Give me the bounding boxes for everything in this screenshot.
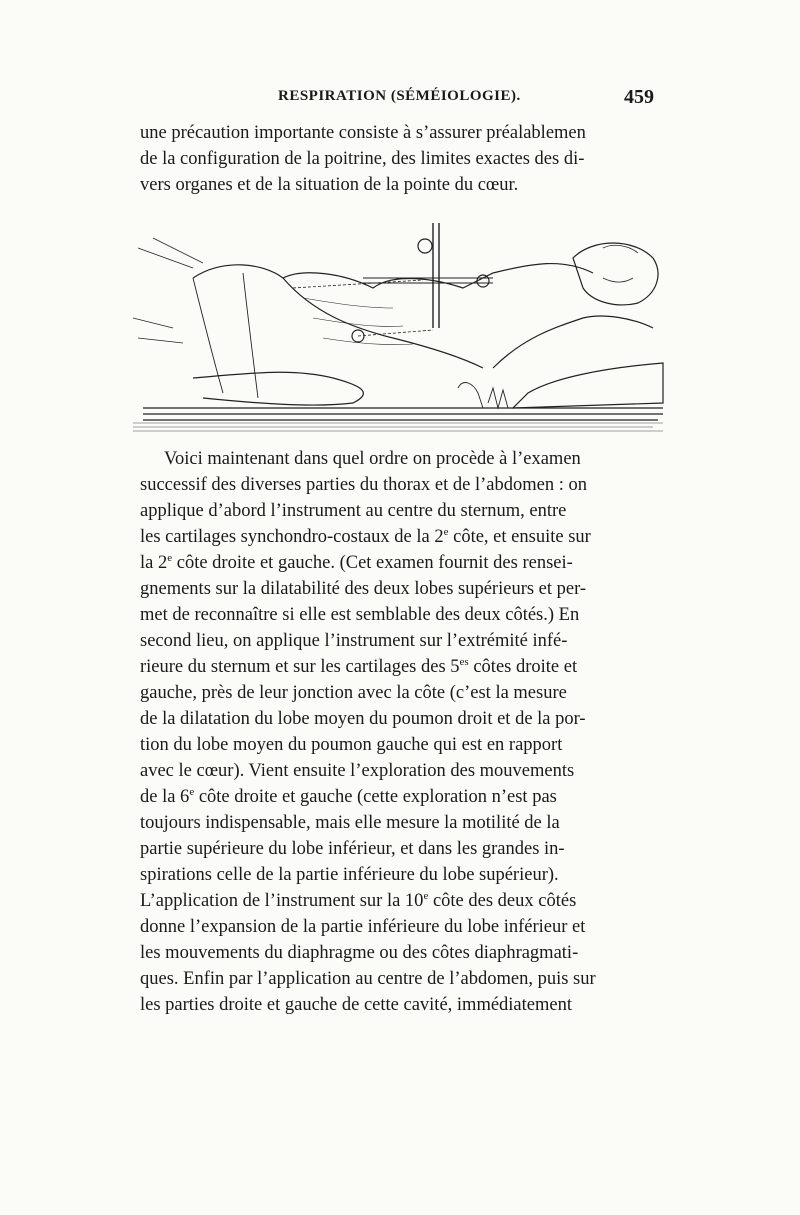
text-run: côte, et ensuite sur [448, 527, 591, 547]
text-line: de la dilatation du lobe moyen du poumon droit et de la por- [140, 709, 586, 729]
text-line: une précaution importante consiste à s’assurer préalablemen [140, 123, 586, 143]
text-line: avec le cœur). Vient ensuite l’exploration des mouvements [140, 761, 575, 781]
text-run: la 2 [140, 553, 168, 573]
text-line: de la configuration de la poitrine, des limites exactes des di- [140, 149, 585, 169]
running-head [140, 88, 660, 112]
text-line: successif des diverses parties du thorax et de l’abdomen : on [140, 475, 587, 495]
text-line [140, 654, 577, 680]
running-title: RESPIRATION (SÉMÉIOLOGIE). [278, 88, 521, 104]
page-number: 459 [624, 86, 654, 108]
text-run: côte des deux côtés [428, 891, 577, 911]
text-line: gauche, près de leur jonction avec la côte (c’est la mesure [140, 683, 567, 703]
text-line: tion du lobe moyen du poumon gauche qui est en rapport [140, 735, 563, 755]
text-line: les parties droite et gauche de cette cavité, immédiatement [140, 995, 572, 1015]
text-run: les cartilages synchondro-costaux de la 2 [140, 527, 444, 547]
text-line: Voici maintenant dans quel ordre on procède à l’examen [164, 449, 581, 469]
patient-illustration [133, 218, 668, 435]
superscript: e [189, 786, 195, 798]
text-run: côte droite et gauche (cette exploration n’est pas [194, 787, 557, 807]
text-line: spirations celle de la partie inférieure du lobe supérieur). [140, 865, 559, 885]
text-line [140, 550, 573, 576]
superscript: e [443, 526, 449, 538]
text-line [140, 888, 576, 914]
text-line [140, 784, 557, 810]
text-line: les mouvements du diaphragme ou des côtes diaphragmati- [140, 943, 579, 963]
text-line [140, 524, 591, 550]
text-line: applique d’abord l’instrument au centre du sternum, entre [140, 501, 567, 521]
text-line: vers organes et de la situation de la pointe du cœur. [140, 175, 519, 195]
text-line: partie supérieure du lobe inférieur, et dans les grandes in- [140, 839, 565, 859]
text-run: L’application de l’instrument sur la 10 [140, 891, 424, 911]
text-run: rieure du sternum et sur les cartilages des 5 [140, 657, 460, 677]
superscript: es [459, 656, 469, 668]
engraving-figure [133, 218, 668, 435]
text-line: met de reconnaître si elle est semblable des deux côtés.) En [140, 605, 580, 625]
text-line: second lieu, on applique l’instrument sur l’extrémité infé- [140, 631, 568, 651]
superscript: e [423, 890, 429, 902]
text-run: de la 6 [140, 787, 190, 807]
text-line: donne l’expansion de la partie inférieure du lobe inférieur et [140, 917, 586, 937]
text-line: toujours indispensable, mais elle mesure la motilité de la [140, 813, 560, 833]
text-line: ques. Enfin par l’application au centre de l’abdomen, puis sur [140, 969, 596, 989]
text-run: côte droite et gauche. (Cet examen fournit des rensei- [172, 553, 573, 573]
text-line: gnements sur la dilatabilité des deux lobes supérieurs et per- [140, 579, 587, 599]
superscript: e [167, 552, 173, 564]
text-run: côtes droite et [468, 657, 578, 677]
